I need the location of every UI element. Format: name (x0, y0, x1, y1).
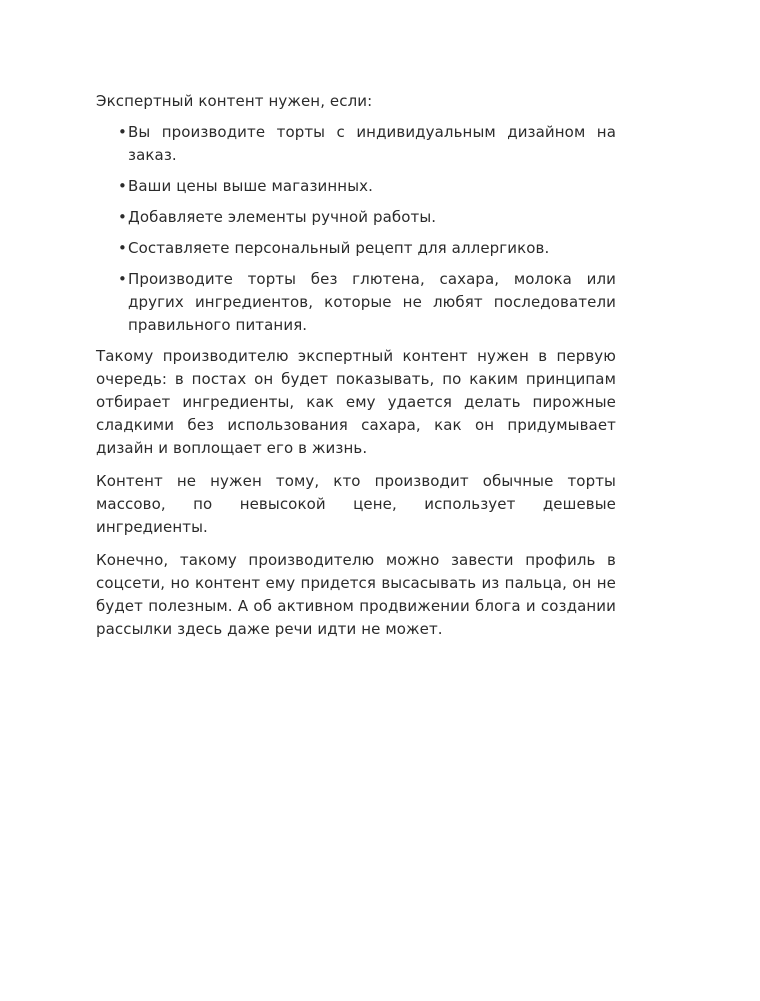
bullet-icon: • (118, 177, 127, 195)
list-item (96, 206, 616, 229)
paragraph: Такому производителю экспертный контент нужен в первую очередь: в постах он будет показывать, по каким принципам отбирает ингредиенты, как ему удается делать пирожные сладкими без использования сахара, как он придумывает дизайн и воплощает его в жизнь. (96, 347, 616, 457)
list-item-text: Ваши цены выше магазинных. (128, 177, 373, 195)
page-text (96, 90, 616, 651)
list-item-text: Производите торты без глютена, сахара, молока или других ингредиентов, которые не любят последователи правильного питания. (128, 270, 616, 334)
list-item-text: Вы производите торты с индивидуальным дизайном на заказ. (128, 123, 616, 164)
paragraph: Контент не нужен тому, кто производит обычные торты массово, по невысокой цене, использует дешевые ингредиенты. (96, 472, 616, 536)
list-item (96, 121, 616, 167)
intro-line: Экспертный контент нужен, если: (96, 92, 373, 110)
bullet-icon: • (118, 123, 127, 141)
bullet-icon: • (118, 208, 127, 226)
list-item (96, 268, 616, 337)
list-item (96, 237, 616, 260)
bullet-icon: • (118, 239, 127, 257)
list-item-text: Составляете персональный рецепт для аллергиков. (128, 239, 550, 257)
list-item (96, 175, 616, 198)
bullet-icon: • (118, 270, 127, 288)
list-item-text: Добавляете элементы ручной работы. (128, 208, 437, 226)
bullet-list (96, 121, 616, 337)
paragraph: Конечно, такому производителю можно завести профиль в соцсети, но контент ему придется высасывать из пальца, он не будет полезным. А об активном продвижении блога и создании рассылки здесь даже речи идти не может. (96, 551, 616, 638)
